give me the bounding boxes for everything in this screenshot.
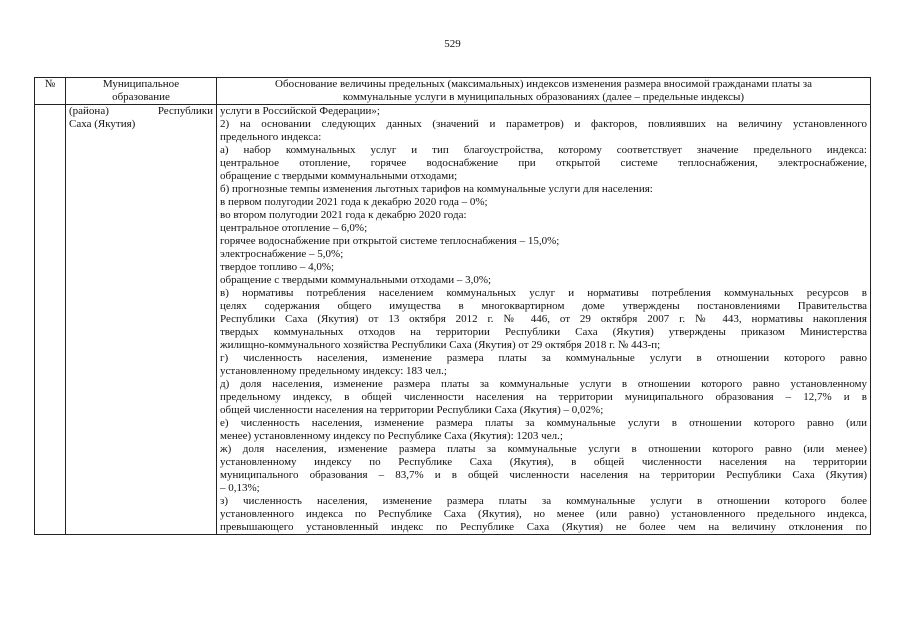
header-rationale-line: коммунальные услуги в муниципальных образованиях (далее – предельные индексы) [342,91,745,103]
municipality-line [69,105,213,118]
text-line: а) набор коммунальных услуг и тип благоустройства, которому соответствует значение предельного индекса: [220,144,867,156]
text-line: муниципального образования – 83,7% и в общей численности населения на территории Республики Саха (Якутия) [220,469,867,481]
text-line: обращение с твердыми коммунальными отходами; [220,170,458,182]
text-line: общей численности населения на территории Республики Саха (Якутия) – 0,02%; [220,404,604,416]
text-line: менее) установленному индексу по Республике Саха (Якутия): 1203 чел.; [220,430,563,442]
table-row [35,105,871,535]
row-number-cell [35,105,66,535]
text-line: центральное отопление – 6,0%; [220,222,368,234]
text-line: – 0,13%; [220,482,260,494]
header-municipality [66,78,217,105]
text-line: электроснабжение – 5,0%; [220,248,344,260]
text-line: 2) на основании следующих данных (значений и параметров) и факторов, повлиявших на величину установленного [220,118,867,130]
header-number: № [35,78,66,105]
text-line: д) доля населения, изменение размера платы за коммунальные услуги в отношении которого равно установленному [220,378,867,390]
header-rationale [217,78,871,105]
text-line: ж) доля населения, изменение размера платы за коммунальные услуги в отношении которого равно (или менее) [220,443,867,455]
text-line: предельному индексу, в общей численности населения на территории муниципального образования – 12,7% и в [220,391,867,403]
text-line: Республики Саха (Якутия) от 13 октября 2012 г. № 446, от 29 октября 2007 г. № 443, нормативы накопления [220,313,867,325]
text-line: в первом полугодии 2021 года к декабрю 2020 года – 0%; [220,196,488,208]
table-header-row [35,78,871,105]
municipality-line: Саха (Якутия) [69,118,136,130]
header-municipality-line: Муниципальное [102,78,180,90]
rationale-table [34,77,871,535]
text-line: жилищно-коммунального хозяйства Республики Саха (Якутия) от 29 октября 2018 г. № 443-п; [220,339,661,351]
text-line: установленному предельному индексу: 183 чел.; [220,365,447,377]
text-line: е) численность населения, изменение размера платы за коммунальные услуги в отношении которого равно (или [220,417,867,429]
rationale-cell [217,105,871,535]
text-line: твердых коммунальных отходов на территории Республики Саха (Якутия) утверждены приказом Министерства [220,326,867,338]
page-number: 529 [444,38,461,50]
municipality-cell [66,105,217,535]
text-line: услуги в Российской Федерации»; [220,105,380,117]
text-line: г) численность населения, изменение размера платы за коммунальные услуги в отношении которого равно [220,352,867,364]
text-line: обращение с твердыми коммунальными отходами – 3,0%; [220,274,492,286]
header-rationale-line: Обоснование величины предельных (максимальных) индексов изменения размера вносимой гражданами платы за [275,78,812,90]
text-line: б) прогнозные темпы изменения льготных тарифов на коммунальные услуги для населения: [220,183,653,195]
text-line: центральное отопление, горячее водоснабжение при открытой системе теплоснабжения, электроснабжение, [220,157,867,169]
text-line: предельного индекса: [220,131,322,143]
municipality-word: (района) [69,105,109,117]
text-line: в) нормативы потребления населением коммунальных услуг и нормативы потребления коммунальных ресурсов в [220,287,867,299]
text-line: превышающего установленный индекс по Республике Саха (Якутия) не более чем на величину отклонения по [220,521,867,533]
header-municipality-line: образование [112,91,170,103]
text-line: во втором полугодии 2021 года к декабрю 2020 года: [220,209,467,221]
text-line: твердое топливо – 4,0%; [220,261,335,273]
rationale-text [220,105,867,534]
text-line: установленного индекса по Республике Саха (Якутия), но менее (или равно) установленного предельного индекса, [220,508,867,520]
text-line: з) численность населения, изменение размера платы за коммунальные услуги в отношении которого более [220,495,867,507]
text-line: целях содержания общего имущества в многоквартирном доме утверждены постановлениями Правительства [220,300,867,312]
text-line: установленному индексу по Республике Саха (Якутия), в общей численности населения на территории [220,456,867,468]
text-line: горячее водоснабжение при открытой системе теплоснабжения – 15,0%; [220,235,560,247]
municipality-word: Республики [157,105,213,117]
